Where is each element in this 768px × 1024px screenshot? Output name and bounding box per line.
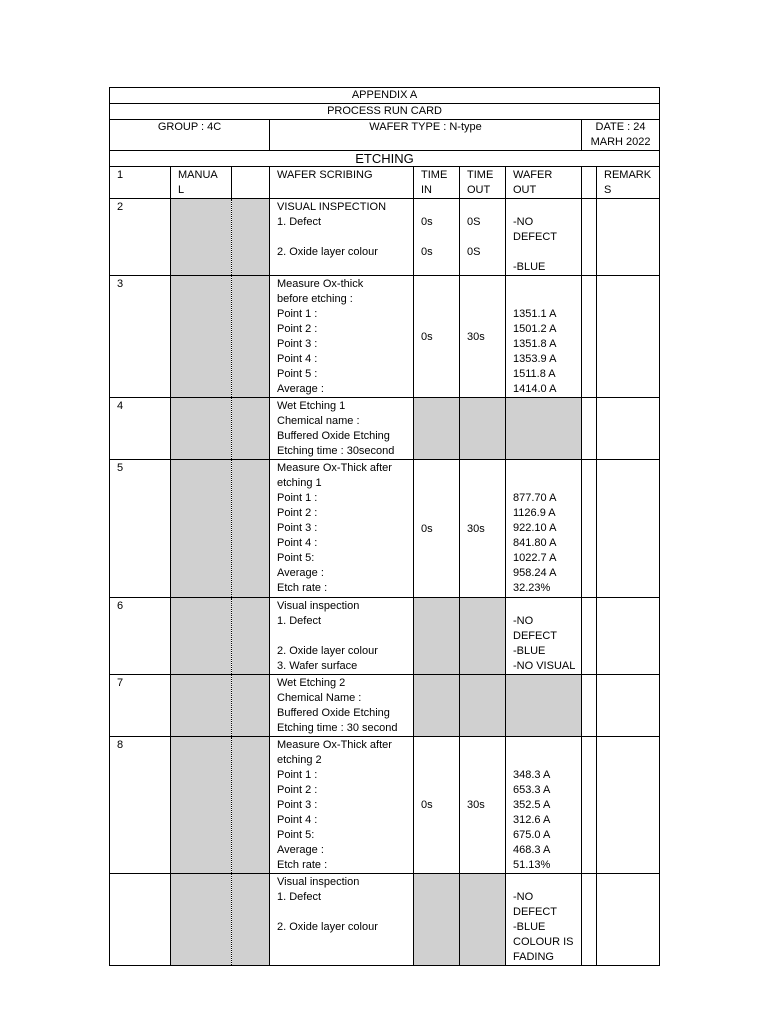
spacer-cell <box>582 199 597 276</box>
spacer-cell <box>582 598 597 675</box>
wafer-type-label: WAFER TYPE : N-type <box>270 120 582 151</box>
table-row <box>110 199 660 276</box>
step-description: Measure Ox-Thick after etching 2 Point 1 : Point 2 : Point 3 : Point 4 : Point 5: Average : Etch rate : <box>270 737 414 874</box>
wafer-out-cell: -NO DEFECT -BLUE -NO VISUAL <box>506 598 582 675</box>
row-number: 6 <box>110 598 171 675</box>
table-row <box>110 460 660 598</box>
row-number: 8 <box>110 737 171 874</box>
table-row <box>110 675 660 737</box>
manual-cell-extra <box>232 398 270 460</box>
table-row <box>110 874 660 966</box>
process-run-card <box>109 87 659 966</box>
manual-cell-extra <box>232 460 270 598</box>
time-in-cell: 0s 0s <box>414 199 460 276</box>
column-no: 1 <box>110 167 171 199</box>
table-row <box>110 276 660 398</box>
time-in-cell: 0s <box>414 460 460 598</box>
time-out-cell <box>460 398 506 460</box>
column-scribing: WAFER SCRIBING <box>270 167 414 199</box>
step-description: Wet Etching 1 Chemical name : Buffered Oxide Etching Etching time : 30second <box>270 398 414 460</box>
column-header-row <box>110 167 660 199</box>
manual-cell <box>171 675 232 737</box>
remarks-cell <box>597 598 660 675</box>
manual-cell <box>171 737 232 874</box>
remarks-cell <box>597 460 660 598</box>
spacer-cell <box>582 398 597 460</box>
spacer-cell <box>582 874 597 966</box>
row-number: 7 <box>110 675 171 737</box>
column-time-in: TIME IN <box>414 167 460 199</box>
time-in-cell <box>414 598 460 675</box>
manual-cell <box>171 874 232 966</box>
time-out-cell <box>460 598 506 675</box>
spacer-cell <box>582 737 597 874</box>
time-out-cell: 30s <box>460 276 506 398</box>
spacer-cell <box>582 276 597 398</box>
column-manual: MANUA L <box>171 167 232 199</box>
row-number: 3 <box>110 276 171 398</box>
manual-cell-extra <box>232 276 270 398</box>
time-in-cell <box>414 874 460 966</box>
row-number: 2 <box>110 199 171 276</box>
remarks-cell <box>597 737 660 874</box>
card-title: PROCESS RUN CARD <box>110 104 660 120</box>
wafer-out-cell: 348.3 A 653.3 A 352.5 A 312.6 A 675.0 A 468.3 A 51.13% <box>506 737 582 874</box>
row-number: 5 <box>110 460 171 598</box>
wafer-out-cell: 1351.1 A 1501.2 A 1351.8 A 1353.9 A 1511.8 A 1414.0 A <box>506 276 582 398</box>
appendix-title: APPENDIX A <box>110 88 660 104</box>
table-row <box>110 398 660 460</box>
remarks-cell <box>597 199 660 276</box>
time-out-cell <box>460 675 506 737</box>
run-card-table <box>109 87 660 966</box>
table-row <box>110 598 660 675</box>
table-row <box>110 737 660 874</box>
wafer-out-cell: 877.70 A 1126.9 A 922.10 A 841.80 A 1022.7 A 958.24 A 32.23% <box>506 460 582 598</box>
column-time-out: TIME OUT <box>460 167 506 199</box>
spacer-cell <box>582 460 597 598</box>
time-out-cell <box>460 874 506 966</box>
time-in-cell <box>414 675 460 737</box>
manual-cell-extra <box>232 737 270 874</box>
time-in-cell: 0s <box>414 737 460 874</box>
wafer-out-cell <box>506 398 582 460</box>
column-blank <box>232 167 270 199</box>
step-description: Wet Etching 2 Chemical Name : Buffered Oxide Etching Etching time : 30 second <box>270 675 414 737</box>
wafer-out-cell: -NO DEFECT -BLUE <box>506 199 582 276</box>
step-description: VISUAL INSPECTION 1. Defect 2. Oxide layer colour <box>270 199 414 276</box>
time-out-cell: 30s <box>460 460 506 598</box>
date-label: DATE : 24 MARH 2022 <box>582 120 660 151</box>
step-description: Visual inspection 1. Defect 2. Oxide layer colour <box>270 874 414 966</box>
remarks-cell <box>597 874 660 966</box>
manual-cell-extra <box>232 675 270 737</box>
column-wafer-out: WAFER OUT <box>506 167 582 199</box>
remarks-cell <box>597 398 660 460</box>
wafer-out-cell: -NO DEFECT -BLUE COLOUR IS FADING <box>506 874 582 966</box>
step-description: Measure Ox-Thick after etching 1 Point 1 : Point 2 : Point 3 : Point 4 : Point 5: Average : Etch rate : <box>270 460 414 598</box>
column-spacer <box>582 167 597 199</box>
manual-cell-extra <box>232 598 270 675</box>
time-out-cell: 0S 0S <box>460 199 506 276</box>
remarks-cell <box>597 675 660 737</box>
manual-cell-extra <box>232 874 270 966</box>
manual-cell-extra <box>232 199 270 276</box>
remarks-cell <box>597 276 660 398</box>
step-description: Measure Ox-thick before etching : Point 1 : Point 2 : Point 3 : Point 4 : Point 5 : Average : <box>270 276 414 398</box>
step-description: Visual inspection 1. Defect 2. Oxide layer colour 3. Wafer surface <box>270 598 414 675</box>
group-label: GROUP : 4C <box>110 120 270 151</box>
time-in-cell: 0s <box>414 276 460 398</box>
spacer-cell <box>582 675 597 737</box>
manual-cell <box>171 460 232 598</box>
time-in-cell <box>414 398 460 460</box>
wafer-out-cell <box>506 675 582 737</box>
time-out-cell: 30s <box>460 737 506 874</box>
column-remarks: REMARK S <box>597 167 660 199</box>
row-number: 4 <box>110 398 171 460</box>
section-title: ETCHING <box>110 151 660 167</box>
manual-cell <box>171 199 232 276</box>
manual-cell <box>171 398 232 460</box>
row-number <box>110 874 171 966</box>
manual-cell <box>171 598 232 675</box>
manual-cell <box>171 276 232 398</box>
